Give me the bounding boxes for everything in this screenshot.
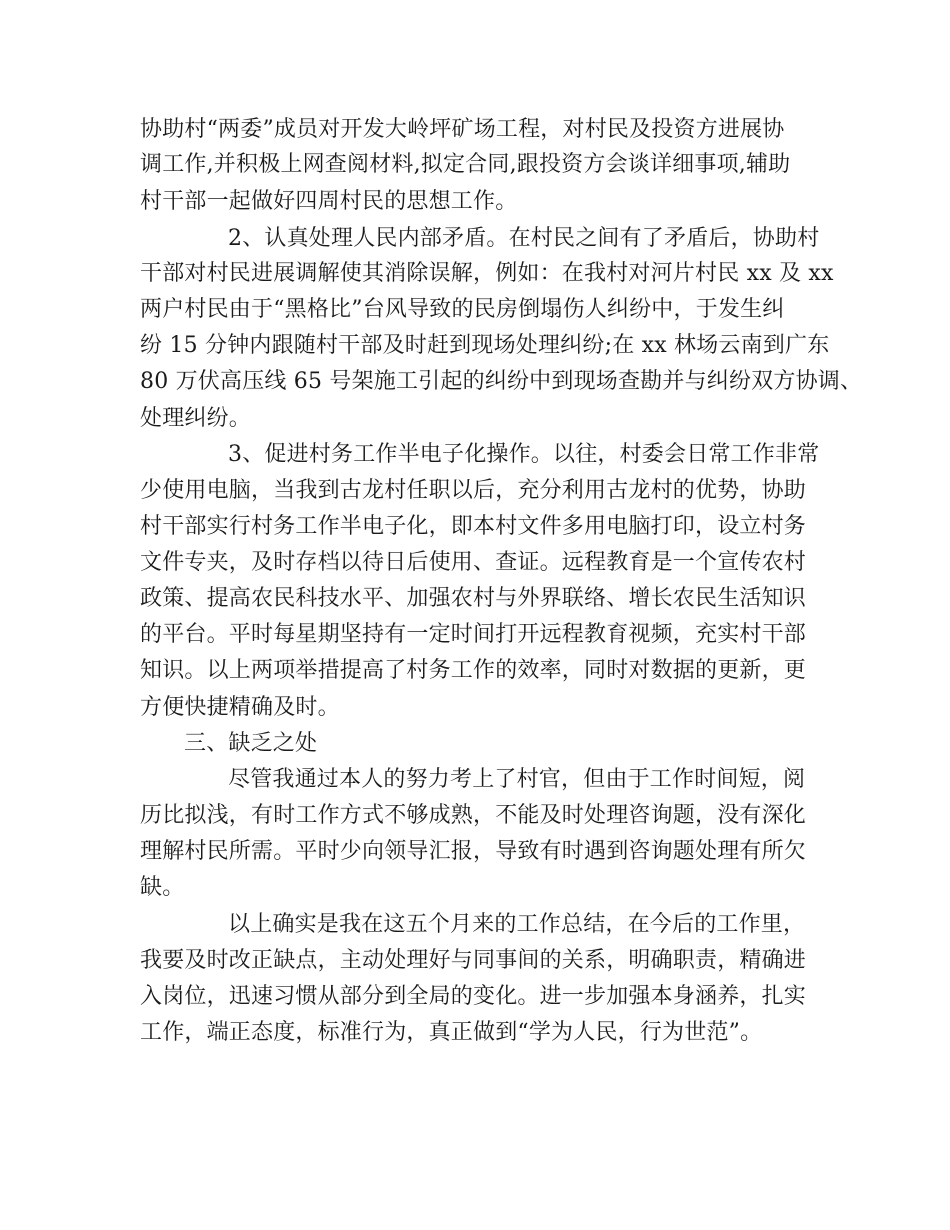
text-line: 知识。以上两项举措提高了村务工作的效率，同时对数据的更新，更 xyxy=(140,658,807,683)
text-line: 80 万伏高压线 65 号架施工引起的纠纷中到现场查勘并与纠纷双方协调、 xyxy=(140,369,863,394)
text-line: 村干部一起做好四周村民的思想工作。 xyxy=(140,189,518,214)
text-line: 缺。 xyxy=(140,875,185,900)
text-line: 处理纠纷。 xyxy=(140,406,252,431)
text-line: 我要及时改正缺点，主动处理好与同事间的关系，明确职责，精确进 xyxy=(140,948,807,973)
text-line: 文件专夹，及时存档以待日后使用、查证。远程教育是一个宣传农村 xyxy=(140,550,807,575)
paragraph-start-line: 3、促进村务工作半电子化操作。以往，村委会日常工作非常 xyxy=(228,442,820,467)
text-line: 工作，端正态度，标准行为，真正做到“学为人民，行为世范”。 xyxy=(140,1020,763,1045)
text-line: 两户村民由于“黑格比”台风导致的民房倒塌伤人纠纷中，于发生纠 xyxy=(140,297,785,322)
paragraph-start-line: 尽管我通过本人的努力考上了村官，但由于工作时间短，阅 xyxy=(228,767,806,792)
text-line: 政策、提高农民科技水平、加强农村与外界联络、增长农民生活知识 xyxy=(140,586,807,611)
paragraph-start-line: 2、认真处理人民内部矛盾。在村民之间有了矛盾后，协助村 xyxy=(228,226,820,251)
text-line: 历比拟浅，有时工作方式不够成熟，不能及时处理咨询题，没有深化 xyxy=(140,803,807,828)
section-heading: 三、缺乏之处 xyxy=(184,731,318,756)
text-line: 干部对村民进展调解使其消除误解，例如：在我村对河片村民 xx 及 xx xyxy=(140,261,834,286)
text-line: 的平台。平时每星期坚持有一定时间打开远程教育视频，充实村干部 xyxy=(140,622,807,647)
paragraph-start-line: 以上确实是我在这五个月来的工作总结，在今后的工作里， xyxy=(228,912,806,937)
text-line: 纷 15 分钟内跟随村干部及时赶到现场处理纠纷;在 xx 林场云南到广东 xyxy=(140,333,830,358)
text-line: 村干部实行村务工作半电子化，即本村文件多用电脑打印，设立村务 xyxy=(140,514,807,539)
text-line: 理解村民所需。平时少向领导汇报，导致有时遇到咨询题处理有所欠 xyxy=(140,839,807,864)
text-line: 协助村“两委”成员对开发大岭坪矿场工程，对村民及投资方进展协 xyxy=(140,117,785,142)
text-line: 方便快捷精确及时。 xyxy=(140,695,340,720)
text-line: 入岗位，迅速习惯从部分到全局的变化。进一步加强本身涵养，扎实 xyxy=(140,984,807,1009)
text-line: 少使用电脑，当我到古龙村任职以后，充分利用古龙村的优势，协助 xyxy=(140,478,807,503)
text-line: 调工作,并积极上网查阅材料,拟定合同,跟投资方会谈详细事项,辅助 xyxy=(140,152,791,177)
